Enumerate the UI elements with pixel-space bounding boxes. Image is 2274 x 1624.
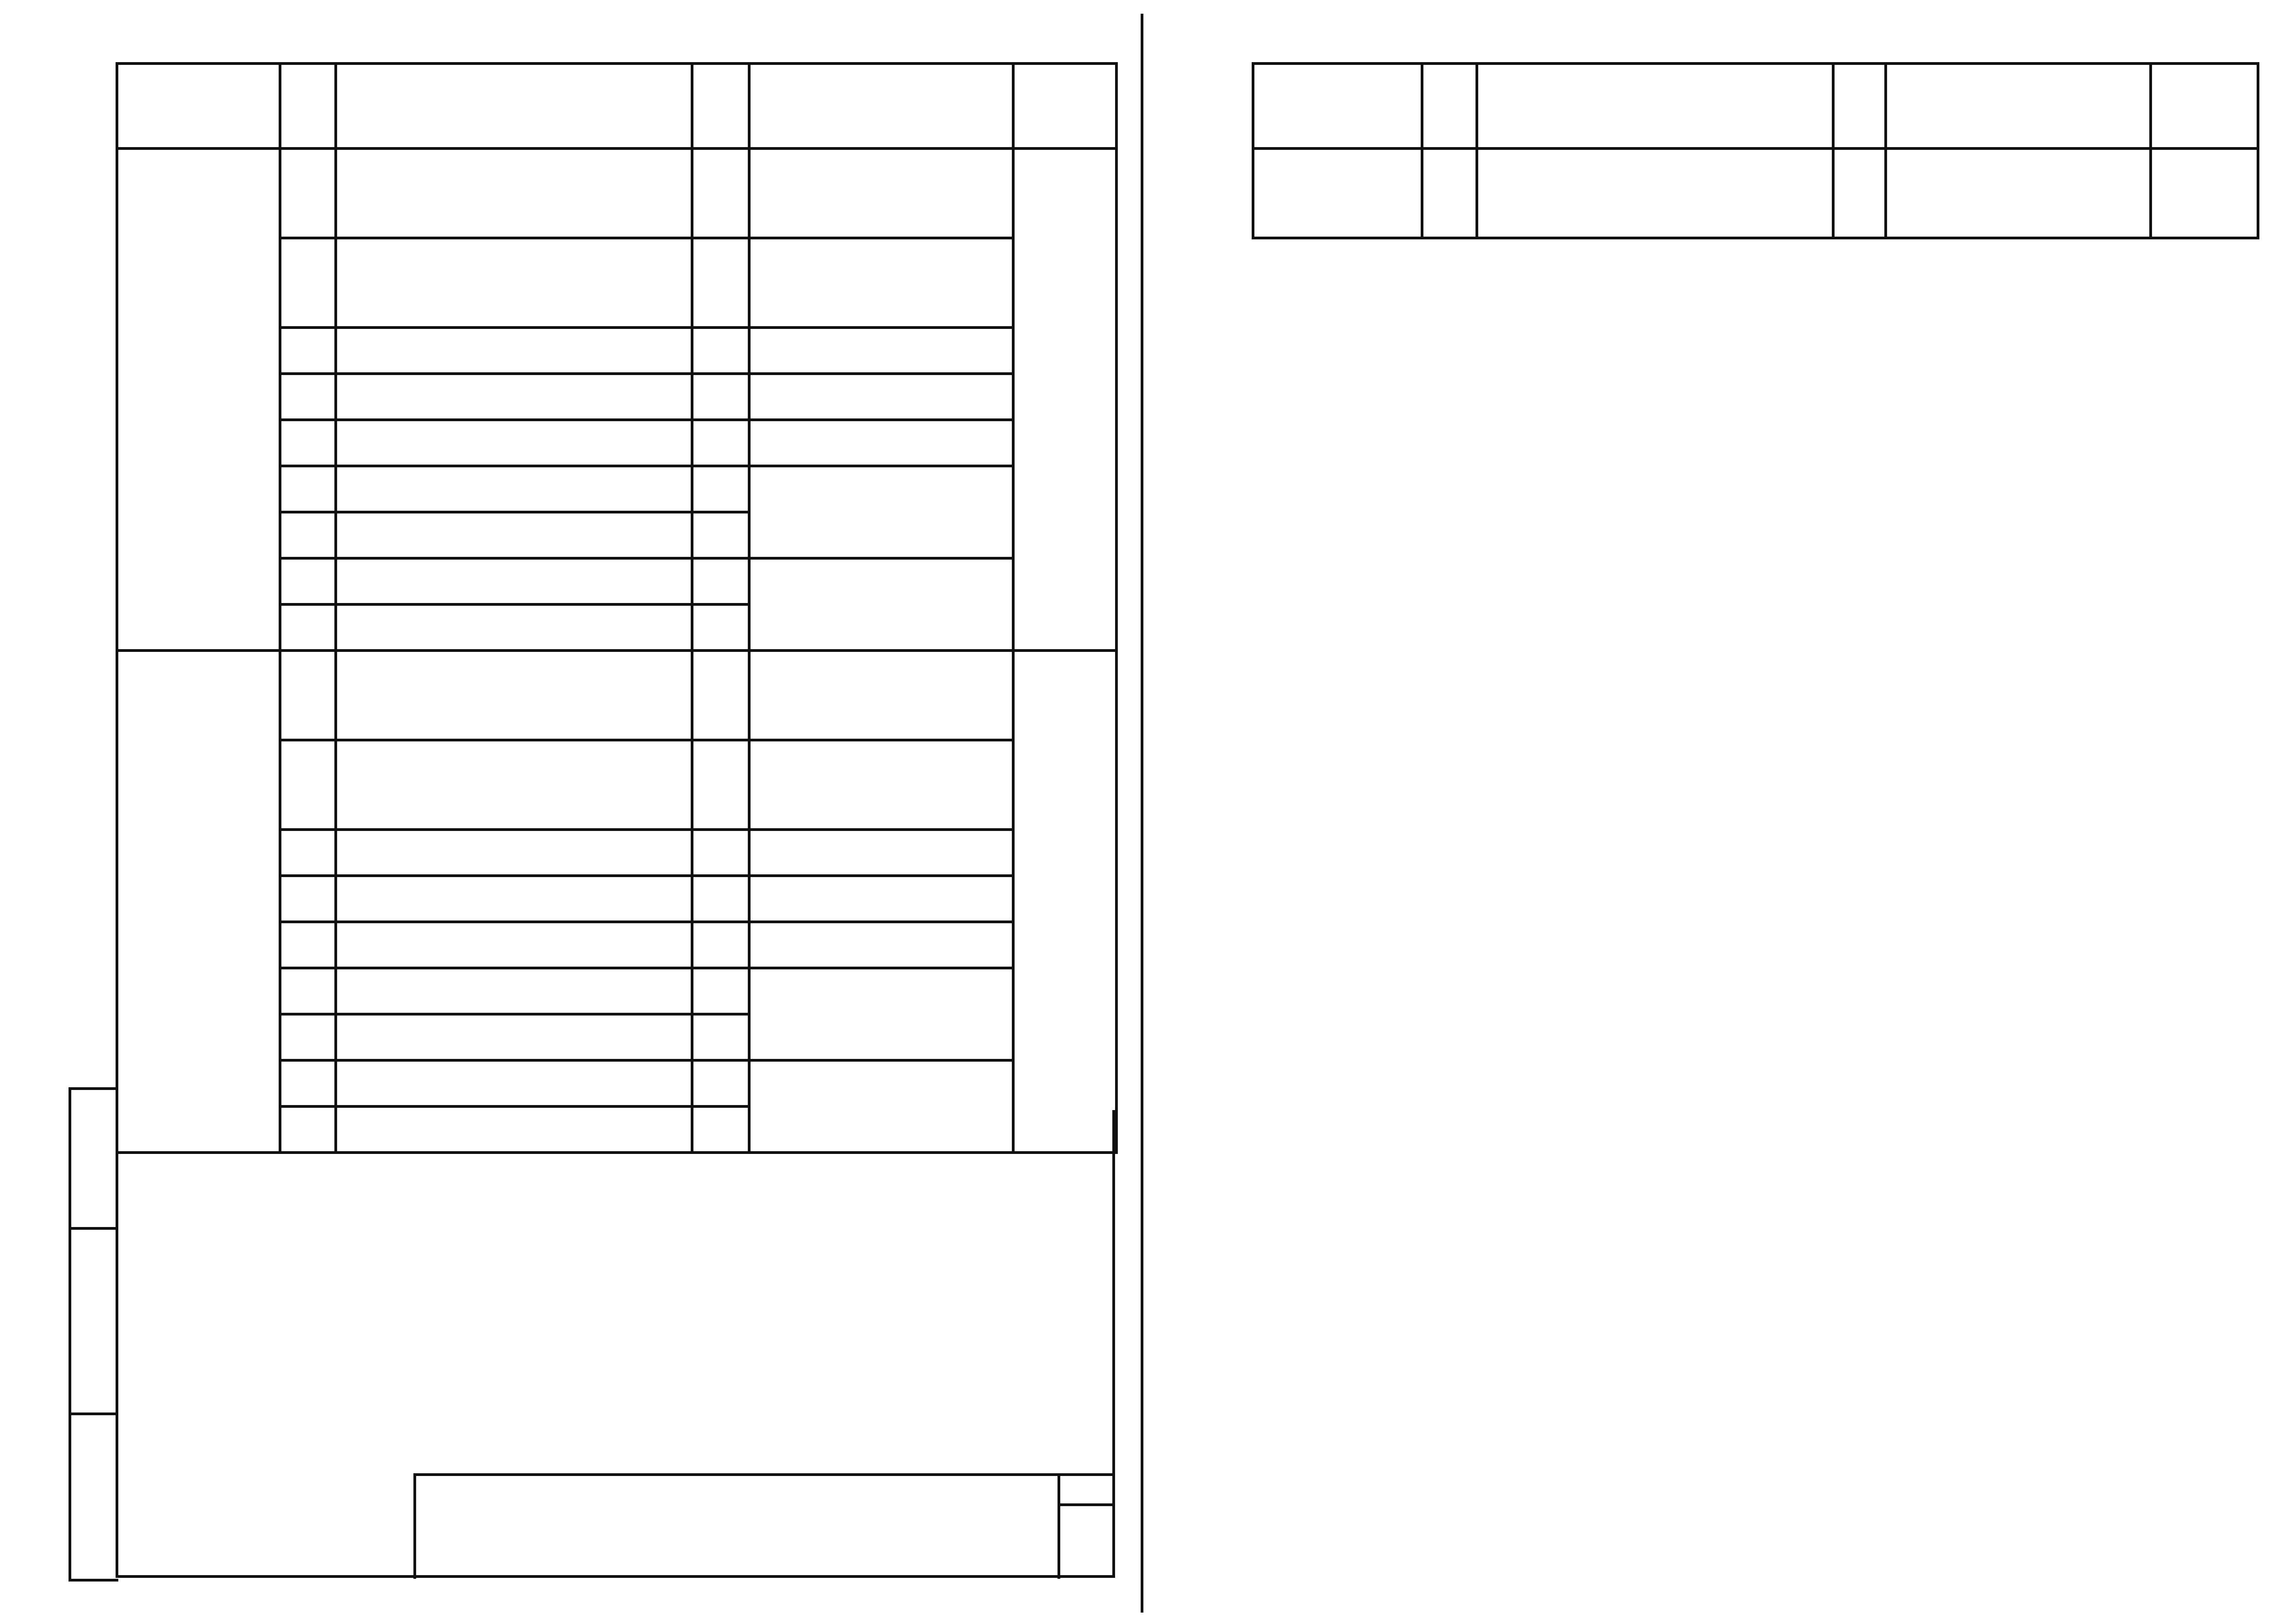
qty-cell xyxy=(692,1060,749,1106)
pos-cell xyxy=(280,558,336,604)
name-cell xyxy=(336,1060,692,1106)
title-block xyxy=(413,1473,1115,1579)
name-cell xyxy=(336,604,692,651)
name-cell xyxy=(336,466,692,512)
side-stamp xyxy=(69,1087,118,1582)
header-pos xyxy=(280,63,336,148)
qty-cell xyxy=(692,830,749,876)
doc-cell xyxy=(749,420,1013,466)
qty-cell xyxy=(692,968,749,1014)
pos-cell xyxy=(280,238,336,328)
mass-cell xyxy=(1013,651,1116,1153)
header-mass xyxy=(1013,63,1116,148)
pos-cell xyxy=(280,830,336,876)
table-row xyxy=(117,651,1116,740)
doc-cell xyxy=(749,148,1013,238)
name-cell xyxy=(336,558,692,604)
header-name xyxy=(1477,63,1833,148)
side-stamp-cell xyxy=(71,1415,118,1576)
pos-cell xyxy=(280,740,336,830)
header-doc xyxy=(1886,63,2151,148)
header-pos xyxy=(1422,63,1477,148)
header-qty xyxy=(1833,63,1886,148)
doc-cell xyxy=(749,328,1013,374)
name-cell xyxy=(336,512,692,558)
document-code xyxy=(416,1476,1024,1579)
qty-cell xyxy=(692,420,749,466)
qty-cell xyxy=(692,512,749,558)
mark-cell xyxy=(117,148,280,651)
qty-cell xyxy=(692,922,749,968)
mark-cell xyxy=(1253,148,1422,238)
qty-cell xyxy=(692,1014,749,1060)
table-row xyxy=(117,148,1116,238)
header-mark xyxy=(117,63,280,148)
header-row xyxy=(1253,63,2258,148)
pos-cell xyxy=(280,876,336,922)
sheet-label xyxy=(1060,1476,1115,1506)
name-cell xyxy=(336,651,692,740)
doc-cell xyxy=(749,238,1013,328)
qty-cell xyxy=(692,148,749,238)
pos-cell xyxy=(280,604,336,651)
mark-cell xyxy=(117,651,280,1153)
pos-cell xyxy=(280,420,336,466)
spec-table xyxy=(1252,62,2259,239)
doc-cell xyxy=(749,558,1013,651)
mass-cell xyxy=(2151,148,2258,238)
header-row xyxy=(117,63,1116,148)
header-qty xyxy=(692,63,749,148)
pos-cell xyxy=(280,374,336,420)
pos-cell xyxy=(280,148,336,238)
sheet-number-box xyxy=(1058,1476,1115,1579)
doc-cell xyxy=(1886,148,2151,238)
pos-cell xyxy=(280,1014,336,1060)
qty-cell xyxy=(692,466,749,512)
name-cell xyxy=(336,374,692,420)
qty-cell xyxy=(692,604,749,651)
doc-cell xyxy=(749,651,1013,740)
qty-cell xyxy=(692,238,749,328)
name-cell xyxy=(336,1014,692,1060)
doc-cell xyxy=(749,374,1013,420)
name-cell xyxy=(336,740,692,830)
name-cell xyxy=(336,420,692,466)
doc-cell xyxy=(749,830,1013,876)
side-stamp-cell xyxy=(71,1090,118,1230)
qty-cell xyxy=(692,558,749,604)
side-stamp-cell xyxy=(71,1230,118,1415)
sheet-right xyxy=(1137,0,2274,1624)
qty-cell xyxy=(692,740,749,830)
doc-cell xyxy=(749,922,1013,968)
name-cell xyxy=(336,922,692,968)
pos-cell xyxy=(1422,148,1477,238)
mass-cell xyxy=(1013,148,1116,651)
qty-cell xyxy=(692,374,749,420)
name-cell xyxy=(336,328,692,374)
table-row xyxy=(1253,148,2258,238)
doc-cell xyxy=(749,740,1013,830)
qty-cell xyxy=(692,328,749,374)
header-mass xyxy=(2151,63,2258,148)
doc-cell xyxy=(749,466,1013,558)
qty-cell xyxy=(692,651,749,740)
spec-table xyxy=(116,62,1118,1154)
qty-cell xyxy=(1833,148,1886,238)
header-mark xyxy=(1253,63,1422,148)
pos-cell xyxy=(280,922,336,968)
pos-cell xyxy=(280,1060,336,1106)
header-doc xyxy=(749,63,1013,148)
qty-cell xyxy=(692,876,749,922)
name-cell xyxy=(336,968,692,1014)
name-cell xyxy=(1477,148,1833,238)
name-cell xyxy=(336,238,692,328)
doc-cell xyxy=(749,876,1013,922)
pos-cell xyxy=(280,466,336,512)
name-cell xyxy=(336,148,692,238)
pos-cell xyxy=(280,512,336,558)
pos-cell xyxy=(280,651,336,740)
pos-cell xyxy=(280,328,336,374)
name-cell xyxy=(336,830,692,876)
sheet-number xyxy=(1060,1506,1115,1579)
doc-cell xyxy=(749,968,1013,1060)
name-cell xyxy=(336,876,692,922)
header-name xyxy=(336,63,692,148)
pos-cell xyxy=(280,968,336,1014)
